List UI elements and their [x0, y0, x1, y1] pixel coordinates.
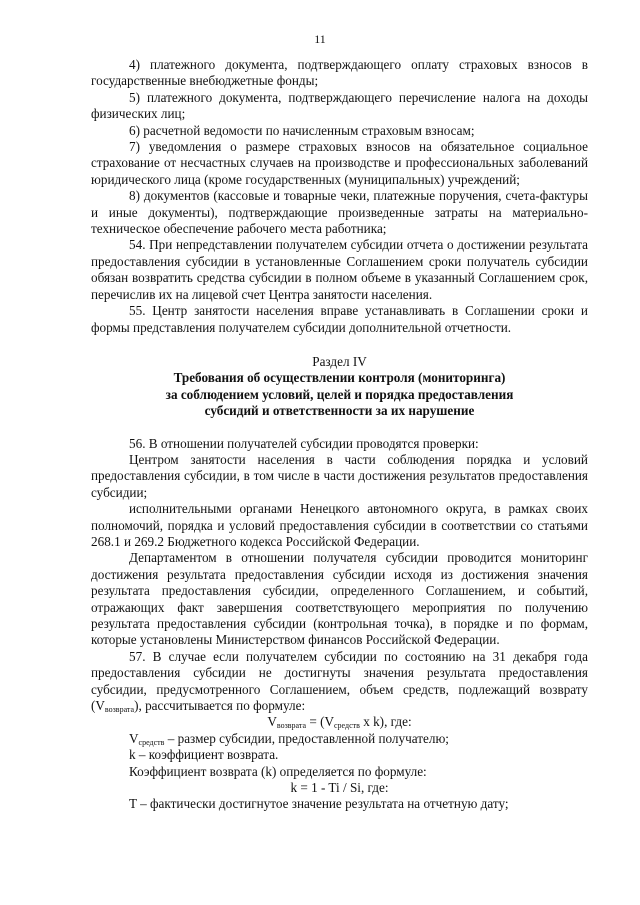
- paragraph-57-text: 57. В случае если получателем субсидии по состоянию на 31 декабря года предоставления субсидии не достигнуты значения результата предоставления субсидии, предусмотренного Соглашением, объем средств, подлежащий возврату (V: [91, 648, 588, 714]
- formula-symbol: = (V: [306, 714, 334, 730]
- def-subscript: средств: [138, 737, 165, 747]
- def-text: – размер субсидии, предоставленной получателю;: [164, 730, 449, 746]
- section-title-line: субсидий и ответственности за их нарушение: [204, 403, 475, 419]
- paragraph-55: 55. Центр занятости населения вправе устанавливать в Соглашении сроки и формы представления получателем субсидии дополнительной отчетности.: [91, 303, 588, 335]
- section-title-line: за соблюдением условий, целей и порядка предоставления: [165, 386, 514, 402]
- paragraph-item-6: 6) расчетной ведомости по начисленным страховым взносам;: [129, 122, 475, 138]
- paragraph-item-5: 5) платежного документа, подтверждающего перечисление налога на доходы физических лиц;: [91, 89, 588, 122]
- formula-subscript: средств: [334, 721, 360, 731]
- formula-symbol: V: [267, 714, 277, 730]
- paragraph-56-monitoring: Департаментом в отношении получателя субсидии проводится мониторинг достижения результата предоставления субсидии исходя из достижения значения результата предоставления субсидии, определенного Соглашением, и событий, отражающих факт завершения соответствующего мероприятия по получению результата предоставления субсидии (контрольная точка), в порядке и по формам, которые установлены Министерством финансов Российской Федерации.: [91, 550, 588, 648]
- paragraph-item-8: 8) документов (кассовые и товарные чеки, платежные поручения, счета-фактуры и иные документы), подтверждающие произведенные затраты на материально-техническое обеспечение рабочего места работника;: [91, 188, 588, 237]
- formula-subscript: возврата: [276, 721, 307, 731]
- paragraph-item-4: 4) платежного документа, подтверждающего оплату страховых взносов в государственные внебюджетные фонды;: [91, 57, 588, 89]
- section-title-line: Требования об осуществлении контроля (мониторинга): [173, 370, 506, 386]
- formula-symbol: x k), где:: [359, 714, 412, 730]
- formula-return-volume: [91, 714, 588, 730]
- page-number: 11: [314, 32, 326, 46]
- formula-coefficient: k = 1 - Ti / Si, где:: [290, 780, 389, 796]
- paragraph-56-executive-bodies: исполнительными органами Ненецкого автономного округа, в рамках своих полномочий, порядка и условий предоставления субсидии в соответствии со статьями 268.1 и 269.2 Бюджетного кодекса Российской Федерации.: [91, 501, 588, 549]
- paragraph-item-7: 7) уведомления о размере страховых взносов на обязательное социальное страхование от несчастных случаев на производстве и профессиональных заболеваний юридического лица (кроме государственных (муниципальных) учреждений;: [91, 139, 588, 187]
- definition-k: k – коэффициент возврата.: [129, 747, 279, 763]
- def-symbol: V: [129, 730, 139, 746]
- definition-v-sredstv: [91, 731, 588, 747]
- paragraph-57: [91, 649, 588, 715]
- paragraph-57-tail: ), рассчитывается по формуле:: [134, 698, 306, 714]
- document-body: [91, 57, 588, 813]
- section-title: [91, 370, 588, 419]
- paragraph-56-employment-center: Центром занятости населения в части соблюдения порядка и условий предоставления субсидии, в том числе в части достижения результатов предоставления субсидии;: [91, 451, 588, 500]
- section-number: Раздел IV: [312, 353, 367, 369]
- subscript-vozvrata: возврата: [104, 705, 135, 715]
- paragraph-56: 56. В отношении получателей субсидии проводятся проверки:: [129, 435, 479, 451]
- definition-t: T – фактически достигнутое значение результата на отчетную дату;: [129, 796, 509, 812]
- coefficient-intro: Коэффициент возврата (k) определяется по формуле:: [129, 763, 427, 779]
- paragraph-54: 54. При непредставлении получателем субсидии отчета о достижении результата предоставления субсидии в установленные Соглашением сроки получатель субсидии обязан возвратить средства субсидии в полном объеме в указанный Соглашением срок, перечислив их на лицевой счет Центра занятости населения.: [91, 237, 588, 302]
